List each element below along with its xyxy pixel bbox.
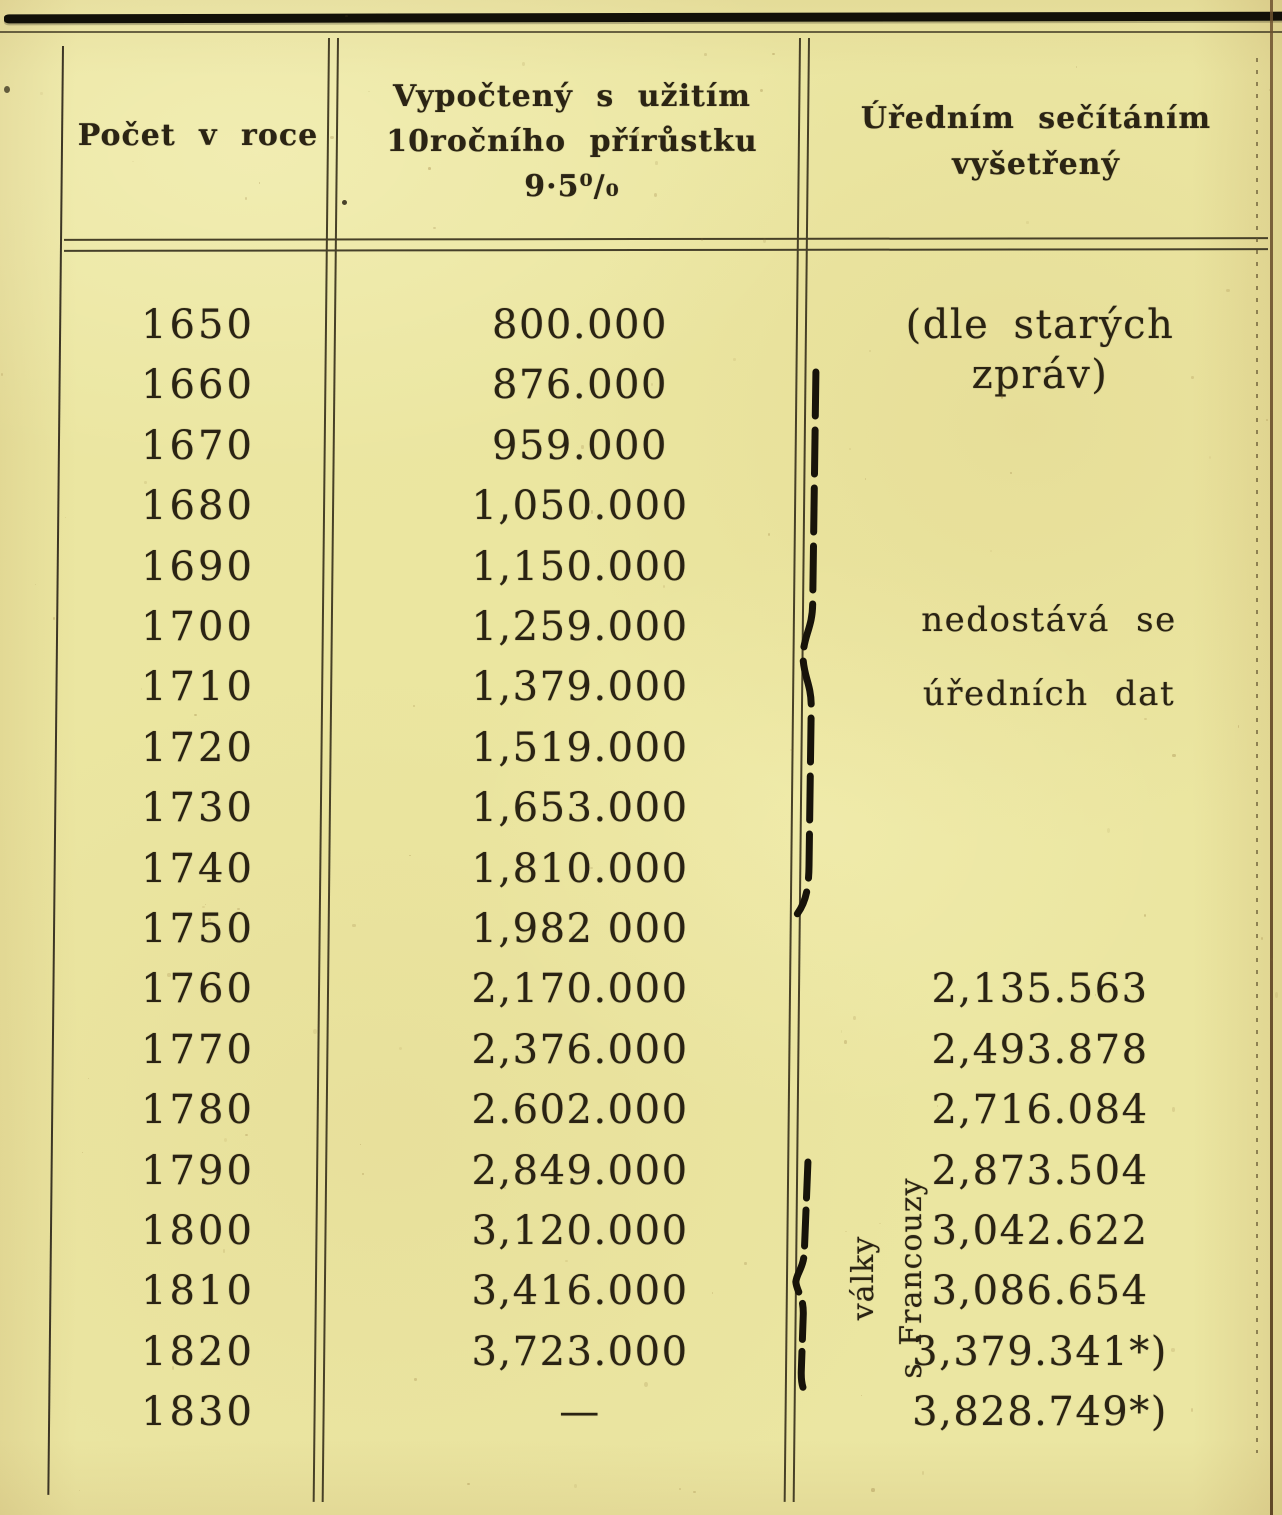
year-cell: 1710 <box>141 664 255 710</box>
paper-speck <box>237 908 239 910</box>
calculated-cell: 959.000 <box>492 423 668 469</box>
paper-speck <box>984 1332 986 1334</box>
table-row <box>0 1025 1282 1075</box>
year-cell: 1790 <box>141 1148 255 1194</box>
paper-speck <box>399 1047 402 1050</box>
paper-speck <box>79 1490 80 1492</box>
paper-speck <box>141 688 142 689</box>
paper-speck <box>1171 1348 1174 1351</box>
paper-speck <box>644 1382 647 1387</box>
note-line: nedostává se <box>921 600 1177 640</box>
year-cell: 1700 <box>141 604 255 650</box>
paper-speck <box>1226 289 1229 292</box>
paper-speck <box>313 1029 316 1034</box>
paper-speck <box>922 1471 925 1475</box>
paper-speck <box>1172 754 1175 757</box>
paper-speck <box>990 550 992 552</box>
table-row <box>0 964 1282 1014</box>
missing-data-brace <box>792 366 830 922</box>
official-cell: 2,873.504 <box>931 1148 1149 1194</box>
calculated-cell: 1,050.000 <box>471 483 689 529</box>
calculated-cell: 3,120.000 <box>471 1208 689 1254</box>
paper-speck <box>409 855 411 857</box>
war-years-brace <box>787 1158 821 1402</box>
paper-speck <box>414 1378 417 1380</box>
paper-speck <box>433 227 436 229</box>
note-line: úředních dat <box>922 674 1176 714</box>
table-row <box>0 783 1282 833</box>
paper-speck <box>565 1260 568 1262</box>
paper-speck <box>590 867 592 869</box>
paper-speck <box>330 136 334 139</box>
year-cell: 1670 <box>141 423 255 469</box>
table-row <box>0 421 1282 471</box>
paper-speck <box>88 1078 89 1079</box>
column-header-official <box>818 96 1254 188</box>
war-label-line: války <box>846 1235 881 1321</box>
paper-speck <box>733 358 736 361</box>
war-label-line: s Francouzy <box>894 1177 929 1379</box>
war-years-label <box>840 1158 936 1398</box>
paper-speck <box>869 350 871 353</box>
calculated-cell: — <box>559 1389 601 1435</box>
header-line: Počet v roce <box>77 118 319 153</box>
paper-speck <box>202 906 205 909</box>
paper-speck <box>937 1105 938 1107</box>
paper-speck <box>655 161 657 165</box>
paper-speck <box>1191 376 1194 379</box>
paper-speck <box>1144 914 1146 917</box>
header-separator-rule <box>64 237 1268 252</box>
paper-speck <box>581 445 584 448</box>
paper-speck <box>1209 456 1211 459</box>
calculated-cell: 1,259.000 <box>471 604 689 650</box>
paper-speck <box>841 1030 842 1032</box>
calculated-cell: 876.000 <box>492 362 668 408</box>
official-cell: 2,716.084 <box>931 1087 1149 1133</box>
paper-speck <box>467 1483 470 1486</box>
year-cell: 1780 <box>141 1087 255 1133</box>
paper-speck <box>345 15 347 17</box>
paper-speck <box>224 1138 227 1142</box>
table-row <box>0 1327 1282 1377</box>
calculated-cell: 3,416.000 <box>471 1268 689 1314</box>
paper-speck <box>871 1488 875 1491</box>
year-cell: 1750 <box>141 906 255 952</box>
table-row <box>0 1146 1282 1196</box>
paper-speck <box>1010 472 1012 474</box>
calculated-cell: 2.602.000 <box>471 1087 689 1133</box>
calculated-cell: 1,982 000 <box>471 906 689 952</box>
calculated-cell: 1,519.000 <box>471 725 689 771</box>
paper-speck <box>651 383 653 385</box>
paper-speck <box>223 1249 226 1252</box>
ink-speck <box>4 86 10 93</box>
calculated-cell: 1,379.000 <box>471 664 689 710</box>
paper-speck <box>245 1134 248 1136</box>
paper-speck <box>704 53 707 56</box>
calculated-cell: 1,150.000 <box>471 544 689 590</box>
header-line: Vypočtený s užitím <box>393 79 751 114</box>
paper-speck <box>231 371 234 376</box>
top-thin-rule <box>0 31 1282 33</box>
paper-speck <box>194 714 197 716</box>
paper-speck <box>574 1484 576 1488</box>
column-header-year <box>64 118 332 153</box>
official-cell: 2,493.878 <box>931 1027 1149 1073</box>
paper-speck <box>40 92 42 95</box>
paper-speck <box>167 973 170 977</box>
table-row <box>0 1266 1282 1316</box>
official-cell: 2,135.563 <box>931 966 1149 1012</box>
missing-data-note <box>840 583 1258 731</box>
paper-speck <box>522 62 525 66</box>
paper-speck <box>413 705 414 706</box>
paper-speck <box>504 1187 506 1189</box>
table-row <box>0 844 1282 894</box>
year-cell: 1760 <box>141 966 255 1012</box>
paper-speck <box>693 1491 696 1494</box>
year-cell: 1740 <box>141 846 255 892</box>
paper-speck <box>53 617 55 620</box>
header-line: 10ročního přírůstku <box>386 124 758 159</box>
calculated-cell: 1,810.000 <box>471 846 689 892</box>
table-row <box>0 1387 1282 1437</box>
table-row <box>0 481 1282 531</box>
table-row <box>0 1206 1282 1256</box>
paper-speck <box>1172 1107 1175 1111</box>
official-cell: 3,379.341*) <box>912 1329 1168 1375</box>
table-row <box>0 1085 1282 1135</box>
paper-speck <box>1076 66 1077 68</box>
year-cell: 1730 <box>141 785 255 831</box>
paper-speck <box>772 53 775 55</box>
year-cell: 1690 <box>141 544 255 590</box>
ink-speck <box>342 200 347 205</box>
paper-speck <box>865 478 867 479</box>
year-cell: 1830 <box>141 1389 255 1435</box>
paper-speck <box>132 161 133 162</box>
paper-speck <box>259 182 260 184</box>
calculated-cell: 800.000 <box>492 302 668 348</box>
paper-speck <box>1103 1235 1106 1239</box>
paper-speck <box>744 1262 747 1266</box>
paper-speck <box>360 1144 362 1146</box>
header-line: Úředním sečítáním <box>860 101 1212 136</box>
paper-speck <box>849 448 851 450</box>
paper-speck <box>768 533 770 536</box>
paper-speck <box>82 1152 83 1153</box>
official-cell: 3,828.749*) <box>912 1389 1168 1435</box>
official-cell: 3,086.654 <box>931 1268 1149 1314</box>
table-row <box>0 360 1282 410</box>
calculated-cell: 1,653.000 <box>471 785 689 831</box>
paper-speck <box>1271 958 1274 961</box>
header-line: 9·5⁰/₀ <box>524 169 620 204</box>
calculated-cell: 2,849.000 <box>471 1148 689 1194</box>
year-cell: 1680 <box>141 483 255 529</box>
year-cell: 1720 <box>141 725 255 771</box>
paper-speck <box>1095 994 1096 996</box>
paper-speck <box>790 749 793 751</box>
year-cell: 1660 <box>141 362 255 408</box>
paper-speck <box>144 481 147 483</box>
year-cell: 1810 <box>141 1268 255 1314</box>
paper-speck <box>853 1016 856 1020</box>
header-line: vyšetřený <box>952 147 1120 182</box>
paper-speck <box>1275 992 1279 998</box>
year-cell: 1650 <box>141 302 255 348</box>
paper-speck <box>158 1290 160 1292</box>
year-cell: 1770 <box>141 1027 255 1073</box>
paper-speck <box>1026 221 1029 224</box>
calculated-cell: 2,376.000 <box>471 1027 689 1073</box>
column-header-calculated <box>346 74 798 209</box>
table-row <box>0 904 1282 954</box>
year-cell: 1820 <box>141 1329 255 1375</box>
top-heavy-rule <box>4 12 1282 24</box>
paper-speck <box>1266 419 1268 421</box>
paper-speck <box>679 1488 681 1490</box>
paper-speck <box>844 1040 847 1044</box>
calculated-cell: 3,723.000 <box>471 1329 689 1375</box>
official-cell: (dle starých zpráv) <box>905 302 1175 398</box>
paper-speck <box>352 924 355 927</box>
calculated-cell: 2,170.000 <box>471 966 689 1012</box>
paper-speck <box>245 197 248 200</box>
year-cell: 1800 <box>141 1208 255 1254</box>
paper-speck <box>208 918 211 921</box>
official-cell: 3,042.622 <box>931 1208 1149 1254</box>
